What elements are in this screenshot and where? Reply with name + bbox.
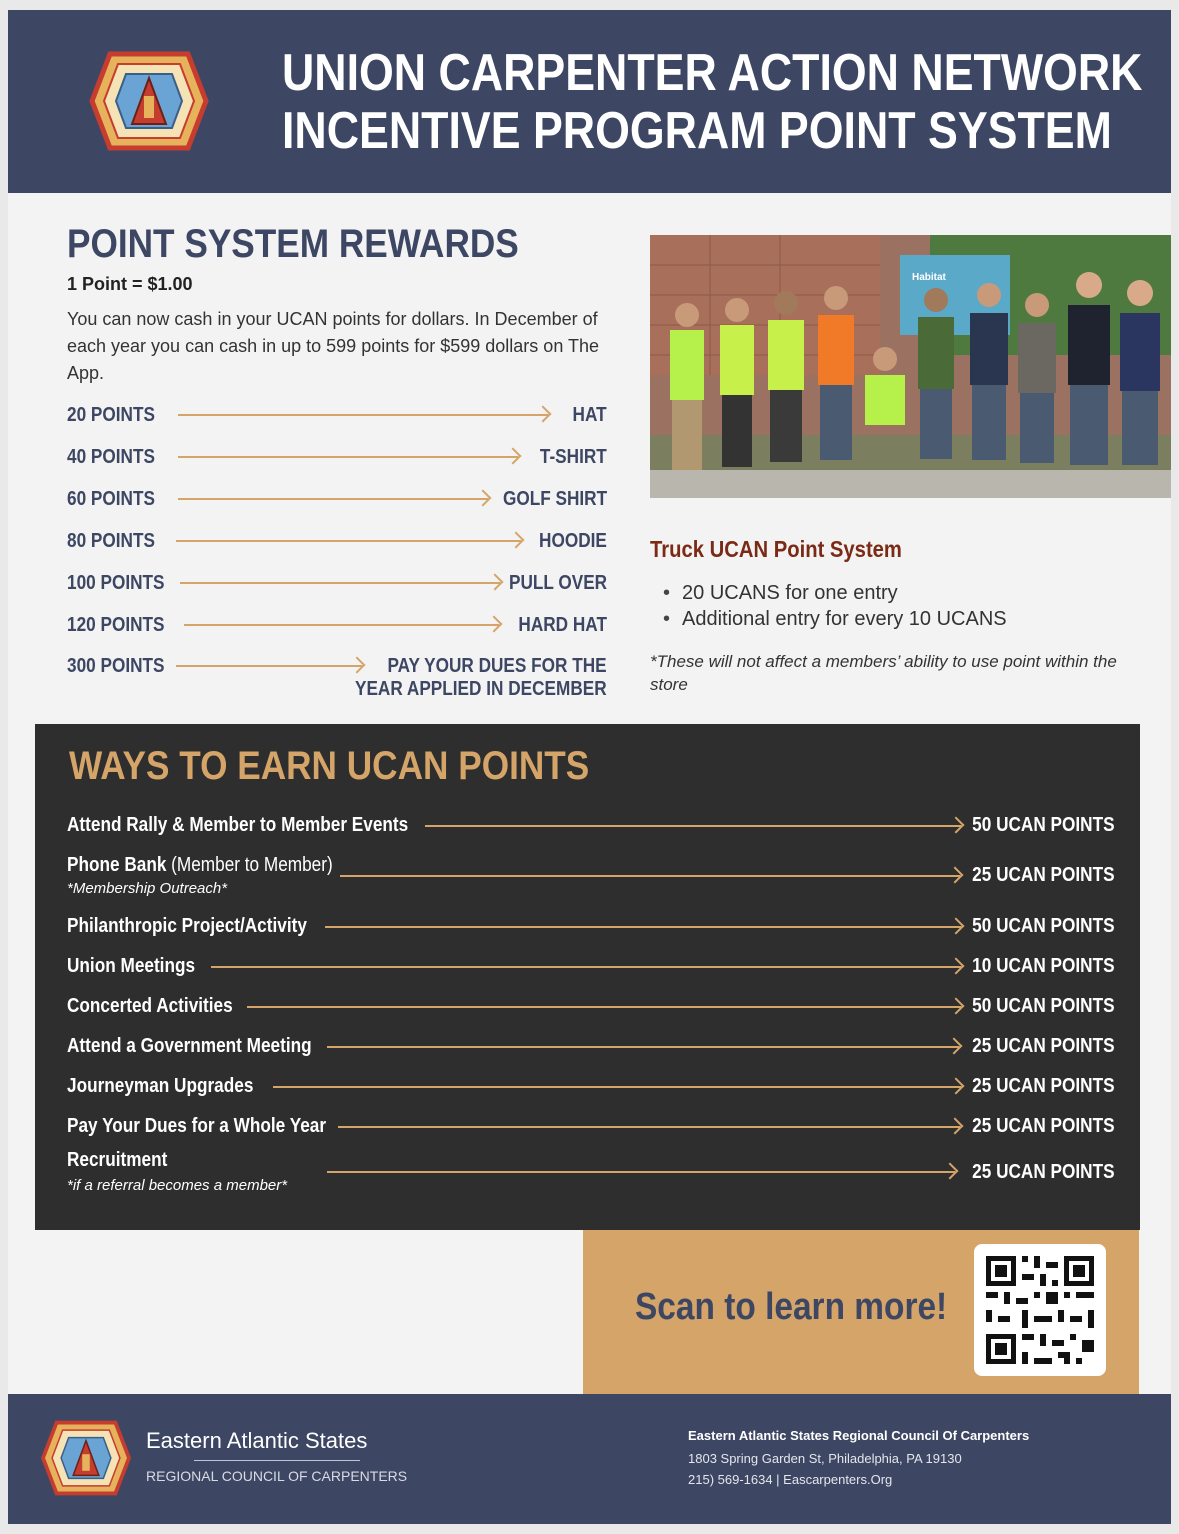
- earn-activity: Pay Your Dues for a Whole Year: [67, 1115, 327, 1137]
- arrow-icon: [178, 456, 518, 458]
- reward-points: 80 POINTS: [67, 530, 155, 552]
- reward-item: HARD HAT: [518, 614, 607, 636]
- earn-row: [67, 1149, 1115, 1201]
- truck-note: *These will not affect a members’ ability to use point within the store: [650, 652, 1117, 694]
- footer-divider: [194, 1460, 360, 1461]
- arrow-icon: [273, 1086, 961, 1088]
- arrow-icon: [178, 498, 488, 500]
- earn-note: *Membership Outreach*: [67, 880, 228, 897]
- earn-row: [67, 915, 1115, 945]
- earn-row: [67, 814, 1115, 844]
- qr-code-icon: [974, 1244, 1106, 1376]
- reward-points: 20 POINTS: [67, 404, 155, 426]
- arrow-icon: [180, 582, 500, 584]
- reward-row: [67, 653, 607, 705]
- truck-title: Truck UCAN Point System: [650, 536, 902, 562]
- reward-points: 100 POINTS: [67, 572, 165, 594]
- footer-council-subtitle: REGIONAL COUNCIL OF CARPENTERS: [146, 1468, 408, 1484]
- union-seal-icon: [40, 1416, 132, 1500]
- reward-points: 60 POINTS: [67, 488, 155, 510]
- earn-activity: Journeyman Upgrades: [67, 1075, 254, 1097]
- truck-list: [663, 580, 1007, 632]
- arrow-icon: [327, 1046, 959, 1048]
- svg-text:Habitat: Habitat: [912, 272, 946, 283]
- arrow-icon: [247, 1006, 961, 1008]
- earn-value: 25 UCAN POINTS: [972, 1035, 1115, 1057]
- arrow-icon: [184, 624, 499, 626]
- earn-value: 25 UCAN POINTS: [972, 1075, 1115, 1097]
- reward-item: PULL OVER: [508, 572, 607, 594]
- earn-row: [67, 1075, 1115, 1105]
- scan-text: Scan to learn more!: [635, 1286, 948, 1328]
- reward-row: [67, 444, 607, 474]
- footer-address: 1803 Spring Garden St, Philadelphia, PA 19130: [688, 1451, 962, 1466]
- earn-value: 25 UCAN POINTS: [972, 1115, 1115, 1137]
- scan-panel: [583, 1230, 1139, 1395]
- reward-item: GOLF SHIRT: [502, 488, 607, 510]
- arrow-icon: [178, 414, 548, 416]
- header-banner: [8, 10, 1171, 193]
- reward-item: HAT: [572, 404, 607, 426]
- footer-org: Eastern Atlantic States Regional Council Of Carpenters: [688, 1428, 1030, 1443]
- earn-value: 50 UCAN POINTS: [972, 915, 1115, 937]
- footer-contact[interactable]: 215) 569-1634 | Eascarpenters.Org: [688, 1472, 893, 1487]
- earn-value: 25 UCAN POINTS: [972, 864, 1115, 886]
- truck-bullet: • 20 UCANS for one entry: [663, 580, 1007, 606]
- reward-row: [67, 486, 607, 516]
- flyer-page: [8, 10, 1171, 1524]
- reward-item: PAY YOUR DUES FOR THE YEAR APPLIED IN DECEMBER: [355, 655, 607, 700]
- arrow-icon: [176, 540, 521, 542]
- qr-code[interactable]: [974, 1244, 1106, 1376]
- reward-item: HOODIE: [539, 530, 607, 552]
- reward-row: [67, 570, 607, 600]
- arrow-icon: [340, 875, 960, 877]
- footer-council-name: Eastern Atlantic States: [146, 1428, 368, 1453]
- earn-value: 25 UCAN POINTS: [972, 1161, 1115, 1183]
- earn-activity: Union Meetings: [67, 955, 196, 977]
- earn-row: [67, 854, 1115, 898]
- earn-title: WAYS TO EARN UCAN POINTS: [69, 744, 590, 788]
- group-photo: [650, 235, 1171, 498]
- rewards-title: POINT SYSTEM REWARDS: [67, 222, 519, 266]
- earn-activity: Attend a Government Meeting: [67, 1035, 312, 1057]
- earn-row: [67, 955, 1115, 985]
- earn-row: [67, 995, 1115, 1025]
- earn-activity: Attend Rally & Member to Member Events: [67, 814, 409, 836]
- rewards-description: You can now cash in your UCAN points for dollars. In December of each year you can cash in up to 599 points for $599 dollars on The App.: [67, 309, 600, 383]
- reward-row: [67, 528, 607, 558]
- truck-bullet: • Additional entry for every 10 UCANS: [663, 606, 1007, 632]
- footer: [8, 1394, 1171, 1524]
- reward-row: [67, 402, 607, 432]
- earn-value: 50 UCAN POINTS: [972, 814, 1115, 836]
- arrow-icon: [176, 665, 362, 667]
- earn-row: [67, 1115, 1115, 1145]
- earn-row: [67, 1035, 1115, 1065]
- reward-points: 120 POINTS: [67, 614, 165, 636]
- earn-value: 10 UCAN POINTS: [972, 955, 1115, 977]
- reward-points: 300 POINTS: [67, 655, 165, 677]
- arrow-icon: [338, 1126, 960, 1128]
- union-seal-icon: [88, 46, 210, 156]
- earn-note: *if a referral becomes a member*: [67, 1177, 288, 1194]
- arrow-icon: [211, 966, 961, 968]
- reward-item: T-SHIRT: [540, 446, 607, 468]
- arrow-icon: [325, 926, 961, 928]
- arrow-icon: [425, 825, 961, 827]
- arrow-icon: [327, 1171, 955, 1173]
- earn-activity: Phone Bank (Member to Member): [67, 854, 333, 876]
- point-rate: 1 Point = $1.00: [67, 274, 193, 294]
- earn-activity: Philanthropic Project/Activity: [67, 915, 307, 937]
- header-title: UNION CARPENTER ACTION NETWORK INCENTIVE PROGRAM POINT SYSTEM: [282, 44, 1143, 160]
- earn-value: 50 UCAN POINTS: [972, 995, 1115, 1017]
- reward-points: 40 POINTS: [67, 446, 155, 468]
- earn-panel: [35, 724, 1140, 1230]
- earn-activity: Concerted Activities: [67, 995, 233, 1017]
- earn-activity: Recruitment: [67, 1149, 168, 1171]
- reward-row: [67, 612, 607, 642]
